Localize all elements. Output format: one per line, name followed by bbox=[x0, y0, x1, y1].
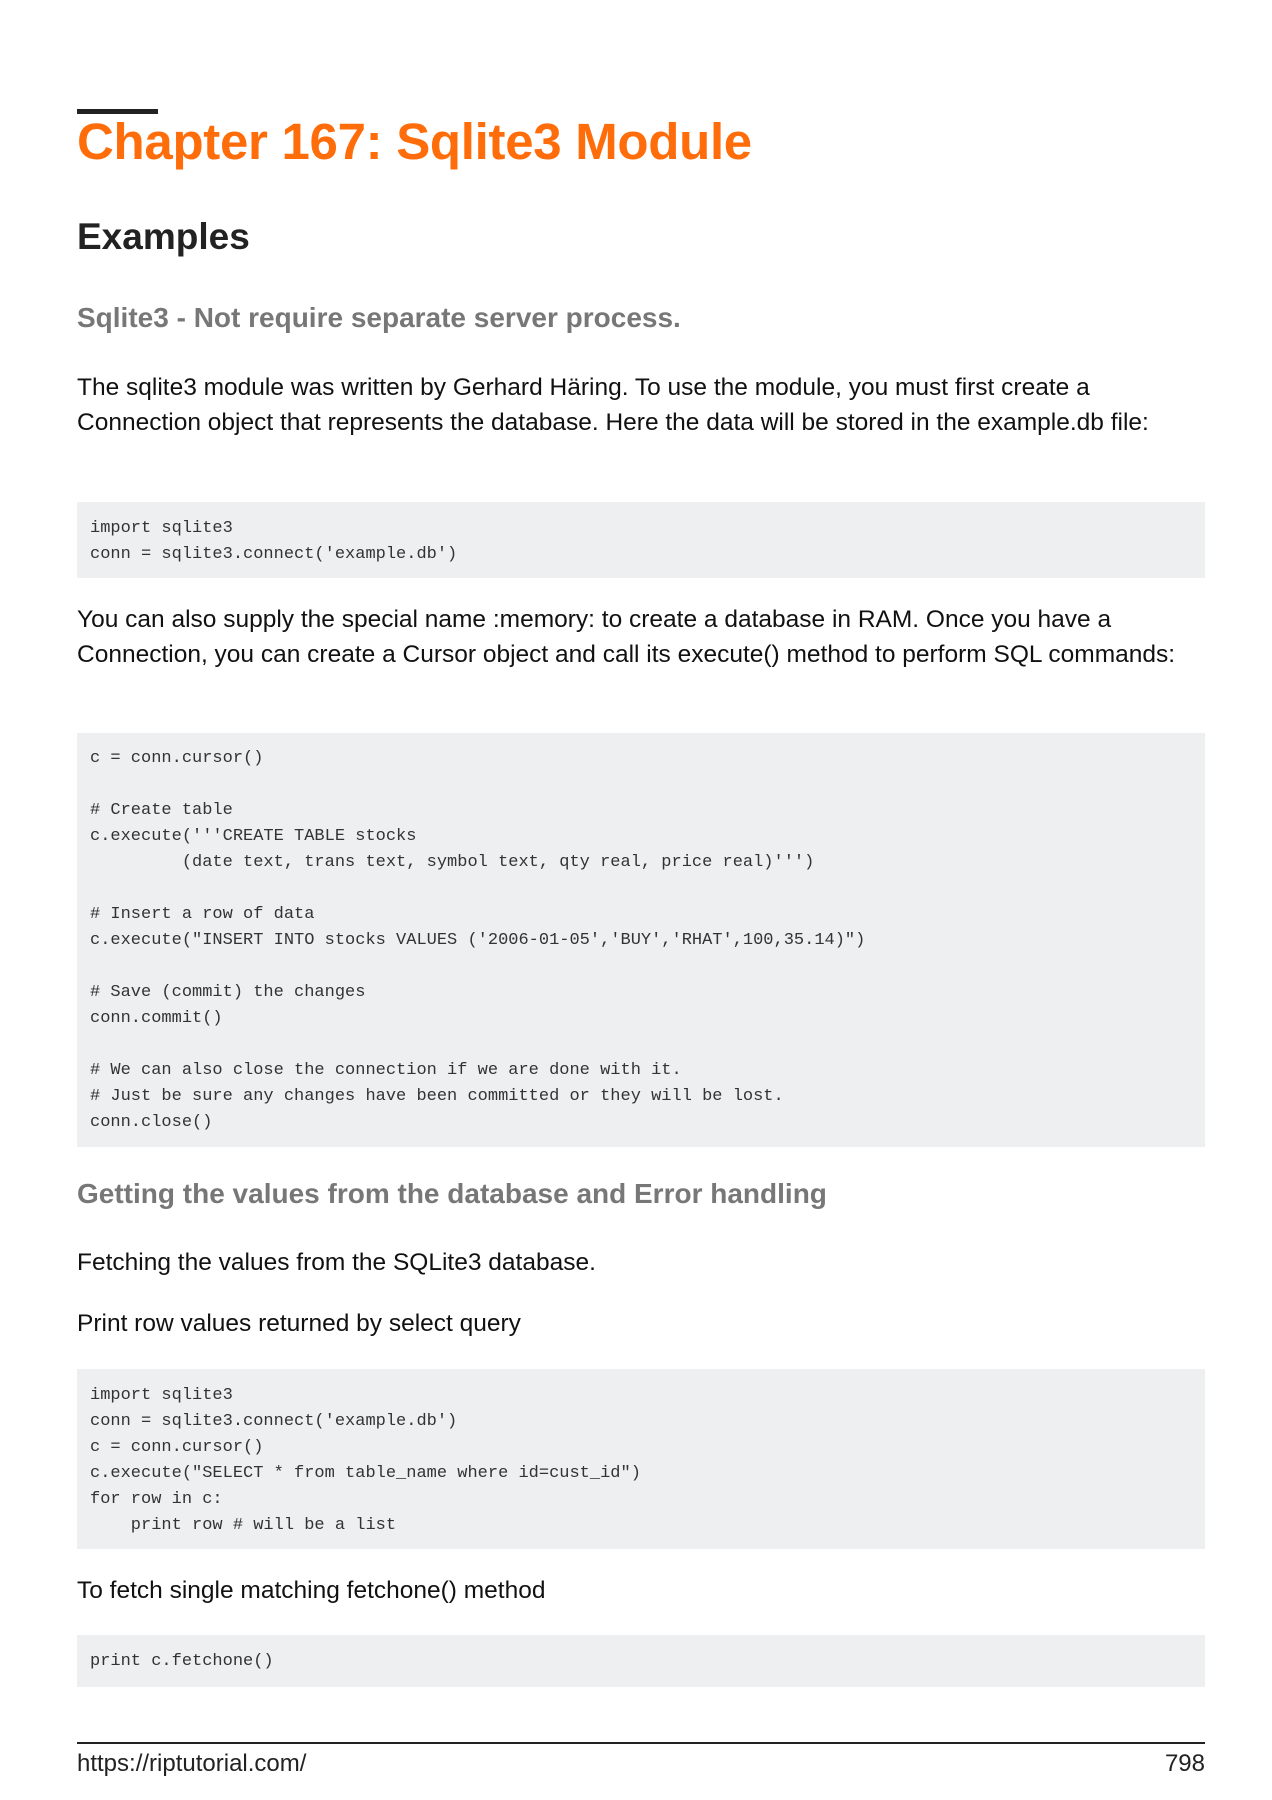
paragraph: You can also supply the special name :memory: to create a database in RAM. Once you have a Connection, you can create a Cursor object and call its execute() method to perform SQL commands: bbox=[77, 606, 1176, 668]
example-heading: Sqlite3 - Not require separate server process. bbox=[77, 302, 681, 333]
footer-rule bbox=[77, 1742, 1205, 1744]
page-number: 798 bbox=[1164, 1750, 1205, 1777]
code-block: print c.fetchone() bbox=[77, 1635, 1205, 1687]
paragraph: The sqlite3 module was written by Gerhard Häring. To use the module, you must first create a Connection object that represents the database. Here the data will be stored in the example.db file: bbox=[77, 374, 1149, 436]
paragraph: Print row values returned by select query bbox=[77, 1310, 521, 1337]
section-title: Examples bbox=[77, 216, 250, 257]
code-block: import sqlite3 conn = sqlite3.connect('example.db') c = conn.cursor() c.execute("SELECT * from table_name where id=cust_id") for row in c: print row # will be a list bbox=[77, 1369, 1205, 1549]
code-block: import sqlite3 conn = sqlite3.connect('example.db') bbox=[77, 502, 1205, 578]
code-block: c = conn.cursor() # Create table c.execute('''CREATE TABLE stocks (date text, trans text, symbol text, qty real, price real)''') # Insert a row of data c.execute("INSERT INTO stocks VALUES ('2006-01-05','BUY','RHAT',100,35.14)") # Save (commit) the changes conn.commit() # We can also close the connection if we are done with it. # Just be sure any changes have been committed or they will be lost. conn.close() bbox=[77, 733, 1205, 1147]
example-heading: Getting the values from the database and Error handling bbox=[77, 1178, 827, 1209]
paragraph: To fetch single matching fetchone() method bbox=[77, 1577, 546, 1604]
footer-url[interactable]: https://riptutorial.com/ bbox=[77, 1750, 307, 1777]
chapter-title: Chapter 167: Sqlite3 Module bbox=[77, 113, 752, 170]
paragraph: Fetching the values from the SQLite3 database. bbox=[77, 1249, 596, 1276]
